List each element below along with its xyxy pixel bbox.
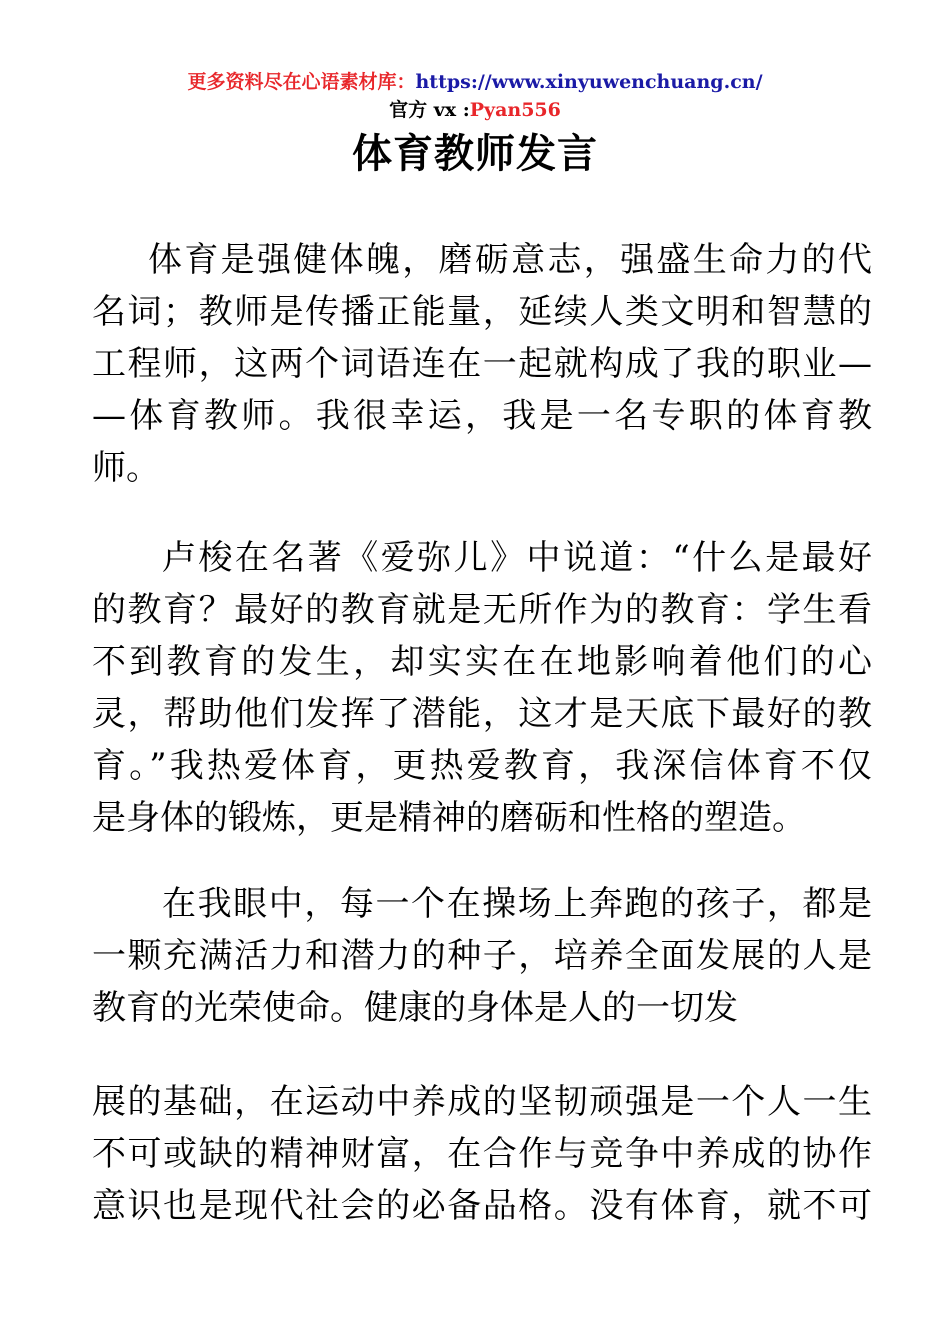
promo-link[interactable]: https://www.xinyuwenchuang.cn/ [415, 71, 763, 93]
paragraph-line: —体育教师。我很幸运，我是一名专职的体育教 [92, 396, 872, 436]
paragraph-line: 卢梭在名著《爱弥儿》中说道：“什么是最好 [162, 538, 872, 578]
paragraph-line: 一颗充满活力和潜力的种子，培养全面发展的人是 [92, 936, 872, 976]
contact-id: Pyan556 [469, 99, 561, 121]
promo-header [0, 70, 950, 94]
promo-text: 更多资料尽在心语素材库： [187, 71, 416, 93]
paragraph-2 [92, 532, 872, 844]
paragraph-line: 教育的光荣使命。健康的身体是人的一切发 [92, 988, 738, 1028]
paragraph-3 [92, 878, 872, 1034]
paragraph-line: 的教育？最好的教育就是无所作为的教育：学生看 [92, 590, 872, 630]
paragraph-1 [92, 234, 872, 494]
paragraph-line: 不到教育的发生，却实实在在地影响着他们的心 [92, 642, 872, 682]
paragraph-line: 育。”我热爱体育，更热爱教育，我深信体育不仅 [92, 746, 872, 786]
paragraph-line: 灵，帮助他们发挥了潜能，这才是天底下最好的教 [92, 694, 872, 734]
page-title: 体育教师发言 [352, 130, 598, 177]
paragraph-line: 名词；教师是传播正能量，延续人类文明和智慧的 [92, 292, 872, 332]
paragraph-line: 是身体的锻炼，更是精神的磨砺和性格的塑造。 [92, 798, 806, 838]
paragraph-line: 师。 [92, 448, 160, 488]
paragraph-4 [92, 1076, 872, 1232]
paragraph-line: 在我眼中，每一个在操场上奔跑的孩子，都是 [162, 884, 872, 924]
paragraph-line: 意识也是现代社会的必备品格。没有体育，就不可 [92, 1186, 872, 1226]
contact-header [0, 98, 950, 122]
paragraph-line: 展的基础，在运动中养成的坚韧顽强是一个人一生 [92, 1082, 872, 1122]
paragraph-line: 工程师，这两个词语连在一起就构成了我的职业— [92, 344, 872, 384]
contact-label: 官方 vx : [389, 99, 470, 121]
paragraph-line: 不可或缺的精神财富，在合作与竞争中养成的协作 [92, 1134, 872, 1174]
paragraph-line: 体育是强健体魄，磨砺意志，强盛生命力的代 [148, 240, 872, 280]
